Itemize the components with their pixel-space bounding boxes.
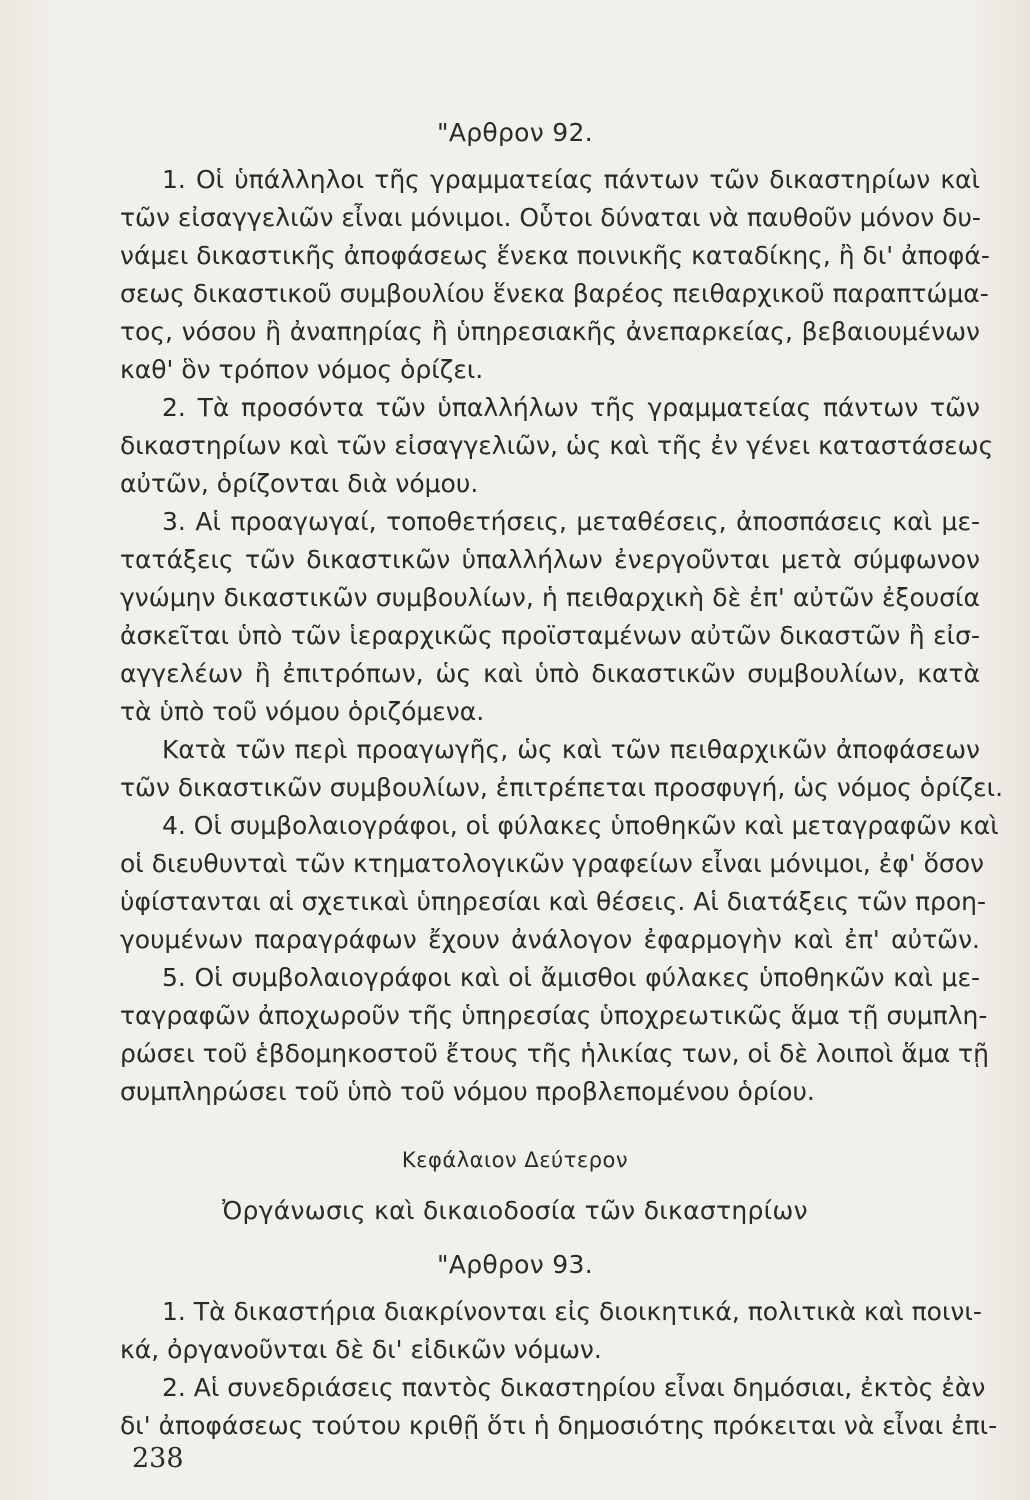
text-line: ρώσει τοῦ ἑβδομηκοστοῦ ἔτους τῆς ἡλικίας των, οἱ δὲ λοιποὶ ἅμα τῇ [120,1039,989,1068]
text-line: καθ' ὃν τρόπον νόμος ὁρίζει. [120,355,484,384]
text-line: 5. Οἱ συμβολαιογράφοι καὶ οἱ ἄμισθοι φύλακες ὑποθηκῶν καὶ με- [162,963,980,992]
text-line: σεως δικαστικοῦ συμβουλίου ἕνεκα βαρέος πειθαρχικοῦ παραπτώμα- [120,279,989,308]
text-line: δι' ἀποφάσεως τούτου κριθῇ ὅτι ἡ δημοσιότης πρόκειται νὰ εἶναι ἐπι- [120,1411,998,1440]
text-line: ταγραφῶν ἀποχωροῦν τῆς ὑπηρεσίας ὑποχρεωτικῶς ἅμα τῇ συμπλη- [120,1001,988,1030]
chapter-label: Κεφάλαιον Δεύτερον [401,1148,629,1172]
text-line: 1. Τὰ δικαστήρια διακρίνονται εἰς διοικητικά, πολιτικὰ καὶ ποινι- [162,1297,982,1326]
section-title: Ὀργάνωσις καὶ δικαιοδοσία τῶν δικαστηρίων [222,1196,808,1225]
text-line: 4. Οἱ συμβολαιογράφοι, οἱ φύλακες ὑποθηκῶν καὶ μεταγραφῶν καὶ [162,811,999,840]
text-line: Κατὰ τῶν περὶ προαγωγῆς, ὡς καὶ τῶν πειθαρχικῶν ἀποφάσεων [162,735,980,764]
text-line: ὑφίστανται αἱ σχετικαὶ ὑπηρεσίαι καὶ θέσεις. Αἱ διατάξεις τῶν προη- [120,887,987,916]
text-line: αγγελέων ἢ ἐπιτρόπων, ὡς καὶ ὑπὸ δικαστικῶν συμβουλίων, κατὰ [120,659,980,688]
text-line: 3. Αἱ προαγωγαί, τοποθετήσεις, μεταθέσεις, ἀποσπάσεις καὶ με- [162,507,980,536]
text-line: γνώμην δικαστικῶν συμβουλίων, ἡ πειθαρχικὴ δὲ ἐπ' αὐτῶν ἐξουσία [120,583,980,612]
text-line: συμπληρώσει τοῦ ὑπὸ τοῦ νόμου προβλεπομένου ὁρίου. [120,1077,815,1106]
text-line: γουμένων παραγράφων ἔχουν ἀνάλογον ἐφαρμογὴν καὶ ἐπ' αὐτῶν. [120,925,980,954]
text-line: 2. Τὰ προσόντα τῶν ὑπαλλήλων τῆς γραμματείας πάντων τῶν [162,393,980,422]
text-line: 1. Οἱ ὑπάλληλοι τῆς γραμματείας πάντων τῶν δικαστηρίων καὶ [162,165,980,194]
article-93-heading: "Αρθρον 93. [437,1250,593,1279]
text-line: τῶν δικαστικῶν συμβουλίων, ἐπιτρέπεται προσφυγή, ὡς νόμος ὁρίζει. [120,773,1004,802]
text-line: τατάξεις τῶν δικαστικῶν ὑπαλλήλων ἐνεργοῦνται μετὰ σύμφωνον [120,545,980,574]
page-number: 238 [132,1443,184,1474]
text-line: τῶν εἰσαγγελιῶν εἶναι μόνιμοι. Οὗτοι δύναται νὰ παυθοῦν μόνον δυ- [120,203,981,232]
text-line: τὰ ὑπὸ τοῦ νόμου ὁριζόμενα. [120,697,485,726]
text-line: ἀσκεῖται ὑπὸ τῶν ἱεραρχικῶς προϊσταμένων αὐτῶν δικαστῶν ἢ εἰσ- [120,621,980,650]
text-line: κά, ὀργανοῦνται δὲ δι' εἰδικῶν νόμων. [120,1335,602,1364]
text-line: αὐτῶν, ὁρίζονται διὰ νόμου. [120,469,479,498]
text-line: 2. Αἱ συνεδριάσεις παντὸς δικαστηρίου εἶναι δημόσιαι, ἐκτὸς ἐὰν [162,1373,986,1402]
article-92-heading: "Αρθρον 92. [437,118,593,147]
text-line: οἱ διευθυνταὶ τῶν κτηματολογικῶν γραφείων εἶναι μόνιμοι, ἐφ' ὅσον [120,849,984,878]
text-line: τος, νόσου ἢ ἀναπηρίας ἢ ὑπηρεσιακῆς ἀνεπαρκείας, βεβαιουμένων [120,317,980,346]
text-line: νάμει δικαστικῆς ἀποφάσεως ἕνεκα ποινικῆς καταδίκης, ἢ δι' ἀποφά- [120,241,990,270]
text-line: δικαστηρίων καὶ τῶν εἰσαγγελιῶν, ὡς καὶ τῆς ἐν γένει καταστάσεως [120,431,994,460]
